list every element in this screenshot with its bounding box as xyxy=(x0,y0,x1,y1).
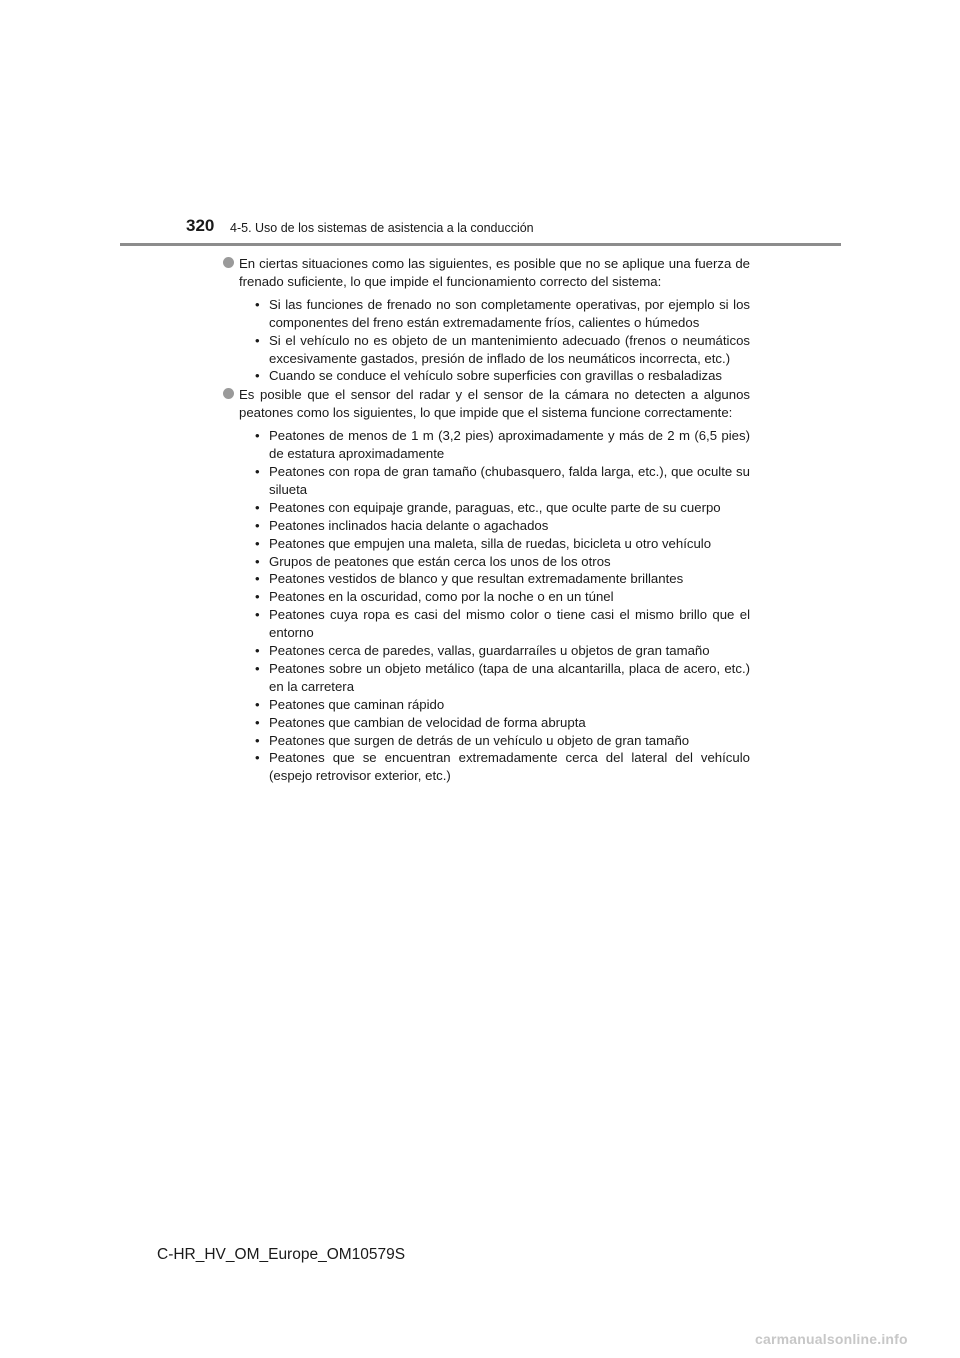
sub-list-item xyxy=(239,463,750,499)
sub-list-item xyxy=(239,660,750,696)
bullet-dot-icon: • xyxy=(255,499,260,515)
bullet-dot-icon: • xyxy=(255,428,260,444)
sub-list-item xyxy=(239,606,750,642)
sub-list-item xyxy=(239,367,750,385)
sub-item-text: Peatones de menos de 1 m (3,2 pies) aproximadamente y más de 2 m (6,5 pies) de estatura aproximadamente xyxy=(269,428,750,462)
main-content xyxy=(222,255,750,785)
sub-list-item xyxy=(239,749,750,785)
sub-item-text: Peatones cuya ropa es casi del mismo color o tiene casi el mismo brillo que el entorno xyxy=(269,607,750,641)
bullet-dot-icon: • xyxy=(255,535,260,551)
sub-item-text: Peatones que cambian de velocidad de forma abrupta xyxy=(269,714,586,730)
watermark: carmanualsonline.info xyxy=(755,1331,908,1347)
sub-list-item xyxy=(239,642,750,660)
bullet-dot-icon: • xyxy=(255,607,260,623)
bullet-dot-icon: • xyxy=(255,732,260,748)
bullet-dot-icon: • xyxy=(255,296,260,312)
sub-item-text: Si el vehículo no es objeto de un mantenimiento adecuado (frenos o neumáticos excesivamente gastados, presión de inflado de los neumáticos incorrecta, etc.) xyxy=(269,332,750,366)
sub-item-text: Cuando se conduce el vehículo sobre superficies con gravillas o resbaladizas xyxy=(269,368,723,384)
list-item xyxy=(222,255,750,385)
bullet-dot-icon: • xyxy=(255,643,260,659)
sub-item-text: Peatones vestidos de blanco y que resultan extremadamente brillantes xyxy=(269,571,684,587)
sub-list-item xyxy=(239,332,750,368)
sub-item-text: Peatones con ropa de gran tamaño (chubasquero, falda larga, etc.), que oculte su silueta xyxy=(269,463,750,497)
bullet-dot-icon: • xyxy=(255,332,260,348)
bullet-dot-icon: • xyxy=(255,696,260,712)
bullet-dot-icon: • xyxy=(255,660,260,676)
item-text: Es posible que el sensor del radar y el sensor de la cámara no detecten a algunos peatones como los siguientes, lo que impide que el sistema funcione correctamente: xyxy=(239,387,750,421)
sub-list-item xyxy=(239,714,750,732)
bullet-dot-icon: • xyxy=(255,589,260,605)
bullet-dot-icon: • xyxy=(255,750,260,766)
section-title: 4-5. Uso de los sistemas de asistencia a la conducción xyxy=(230,221,534,235)
header-divider xyxy=(120,243,841,246)
sub-item-text: Grupos de peatones que están cerca los unos de los otros xyxy=(269,553,611,569)
sub-list-item xyxy=(239,553,750,571)
bullet-dot-icon: • xyxy=(255,714,260,730)
sub-item-text: Peatones que empujen una maleta, silla de ruedas, bicicleta u otro vehículo xyxy=(269,535,712,551)
sub-item-text: Peatones que caminan rápido xyxy=(269,696,445,712)
sub-list xyxy=(239,296,750,386)
bullet-dot-icon: • xyxy=(255,368,260,384)
sub-list-item xyxy=(239,499,750,517)
sub-list-item xyxy=(239,535,750,553)
circle-bullet-icon xyxy=(223,388,234,399)
sub-item-text: Si las funciones de frenado no son completamente operativas, por ejemplo si los componentes del freno están extremadamente fríos, calientes o húmedos xyxy=(269,296,750,330)
sub-item-text: Peatones que surgen de detrás de un vehículo u objeto de gran tamaño xyxy=(269,732,690,748)
list-item xyxy=(222,386,750,785)
sub-list-item xyxy=(239,427,750,463)
sub-item-text: Peatones en la oscuridad, como por la noche o en un túnel xyxy=(269,589,614,605)
sub-item-text: Peatones que se encuentran extremadamente cerca del lateral del vehículo (espejo retrovisor exterior, etc.) xyxy=(269,750,750,784)
bullet-dot-icon: • xyxy=(255,571,260,587)
sub-item-text: Peatones cerca de paredes, vallas, guardarraíles u objetos de gran tamaño xyxy=(269,643,710,659)
sub-list-item xyxy=(239,296,750,332)
bullet-dot-icon: • xyxy=(255,463,260,479)
sub-list-item xyxy=(239,570,750,588)
item-text: En ciertas situaciones como las siguientes, es posible que no se aplique una fuerza de frenado suficiente, lo que impide el funcionamiento correcto del sistema: xyxy=(239,256,750,289)
sub-list-item xyxy=(239,588,750,606)
sub-item-text: Peatones inclinados hacia delante o agachados xyxy=(269,517,549,533)
sub-item-text: Peatones con equipaje grande, paraguas, etc., que oculte parte de su cuerpo xyxy=(269,499,721,515)
circle-bullet-icon xyxy=(223,257,234,268)
bullet-dot-icon: • xyxy=(255,517,260,533)
bullet-dot-icon: • xyxy=(255,553,260,569)
sub-list xyxy=(239,427,750,785)
sub-item-text: Peatones sobre un objeto metálico (tapa de una alcantarilla, placa de acero, etc.) en la carretera xyxy=(269,660,750,694)
sub-list-item xyxy=(239,732,750,750)
sub-list-item xyxy=(239,517,750,535)
document-id: C-HR_HV_OM_Europe_OM10579S xyxy=(157,1246,406,1263)
sub-list-item xyxy=(239,696,750,714)
page-number: 320 xyxy=(186,216,215,235)
